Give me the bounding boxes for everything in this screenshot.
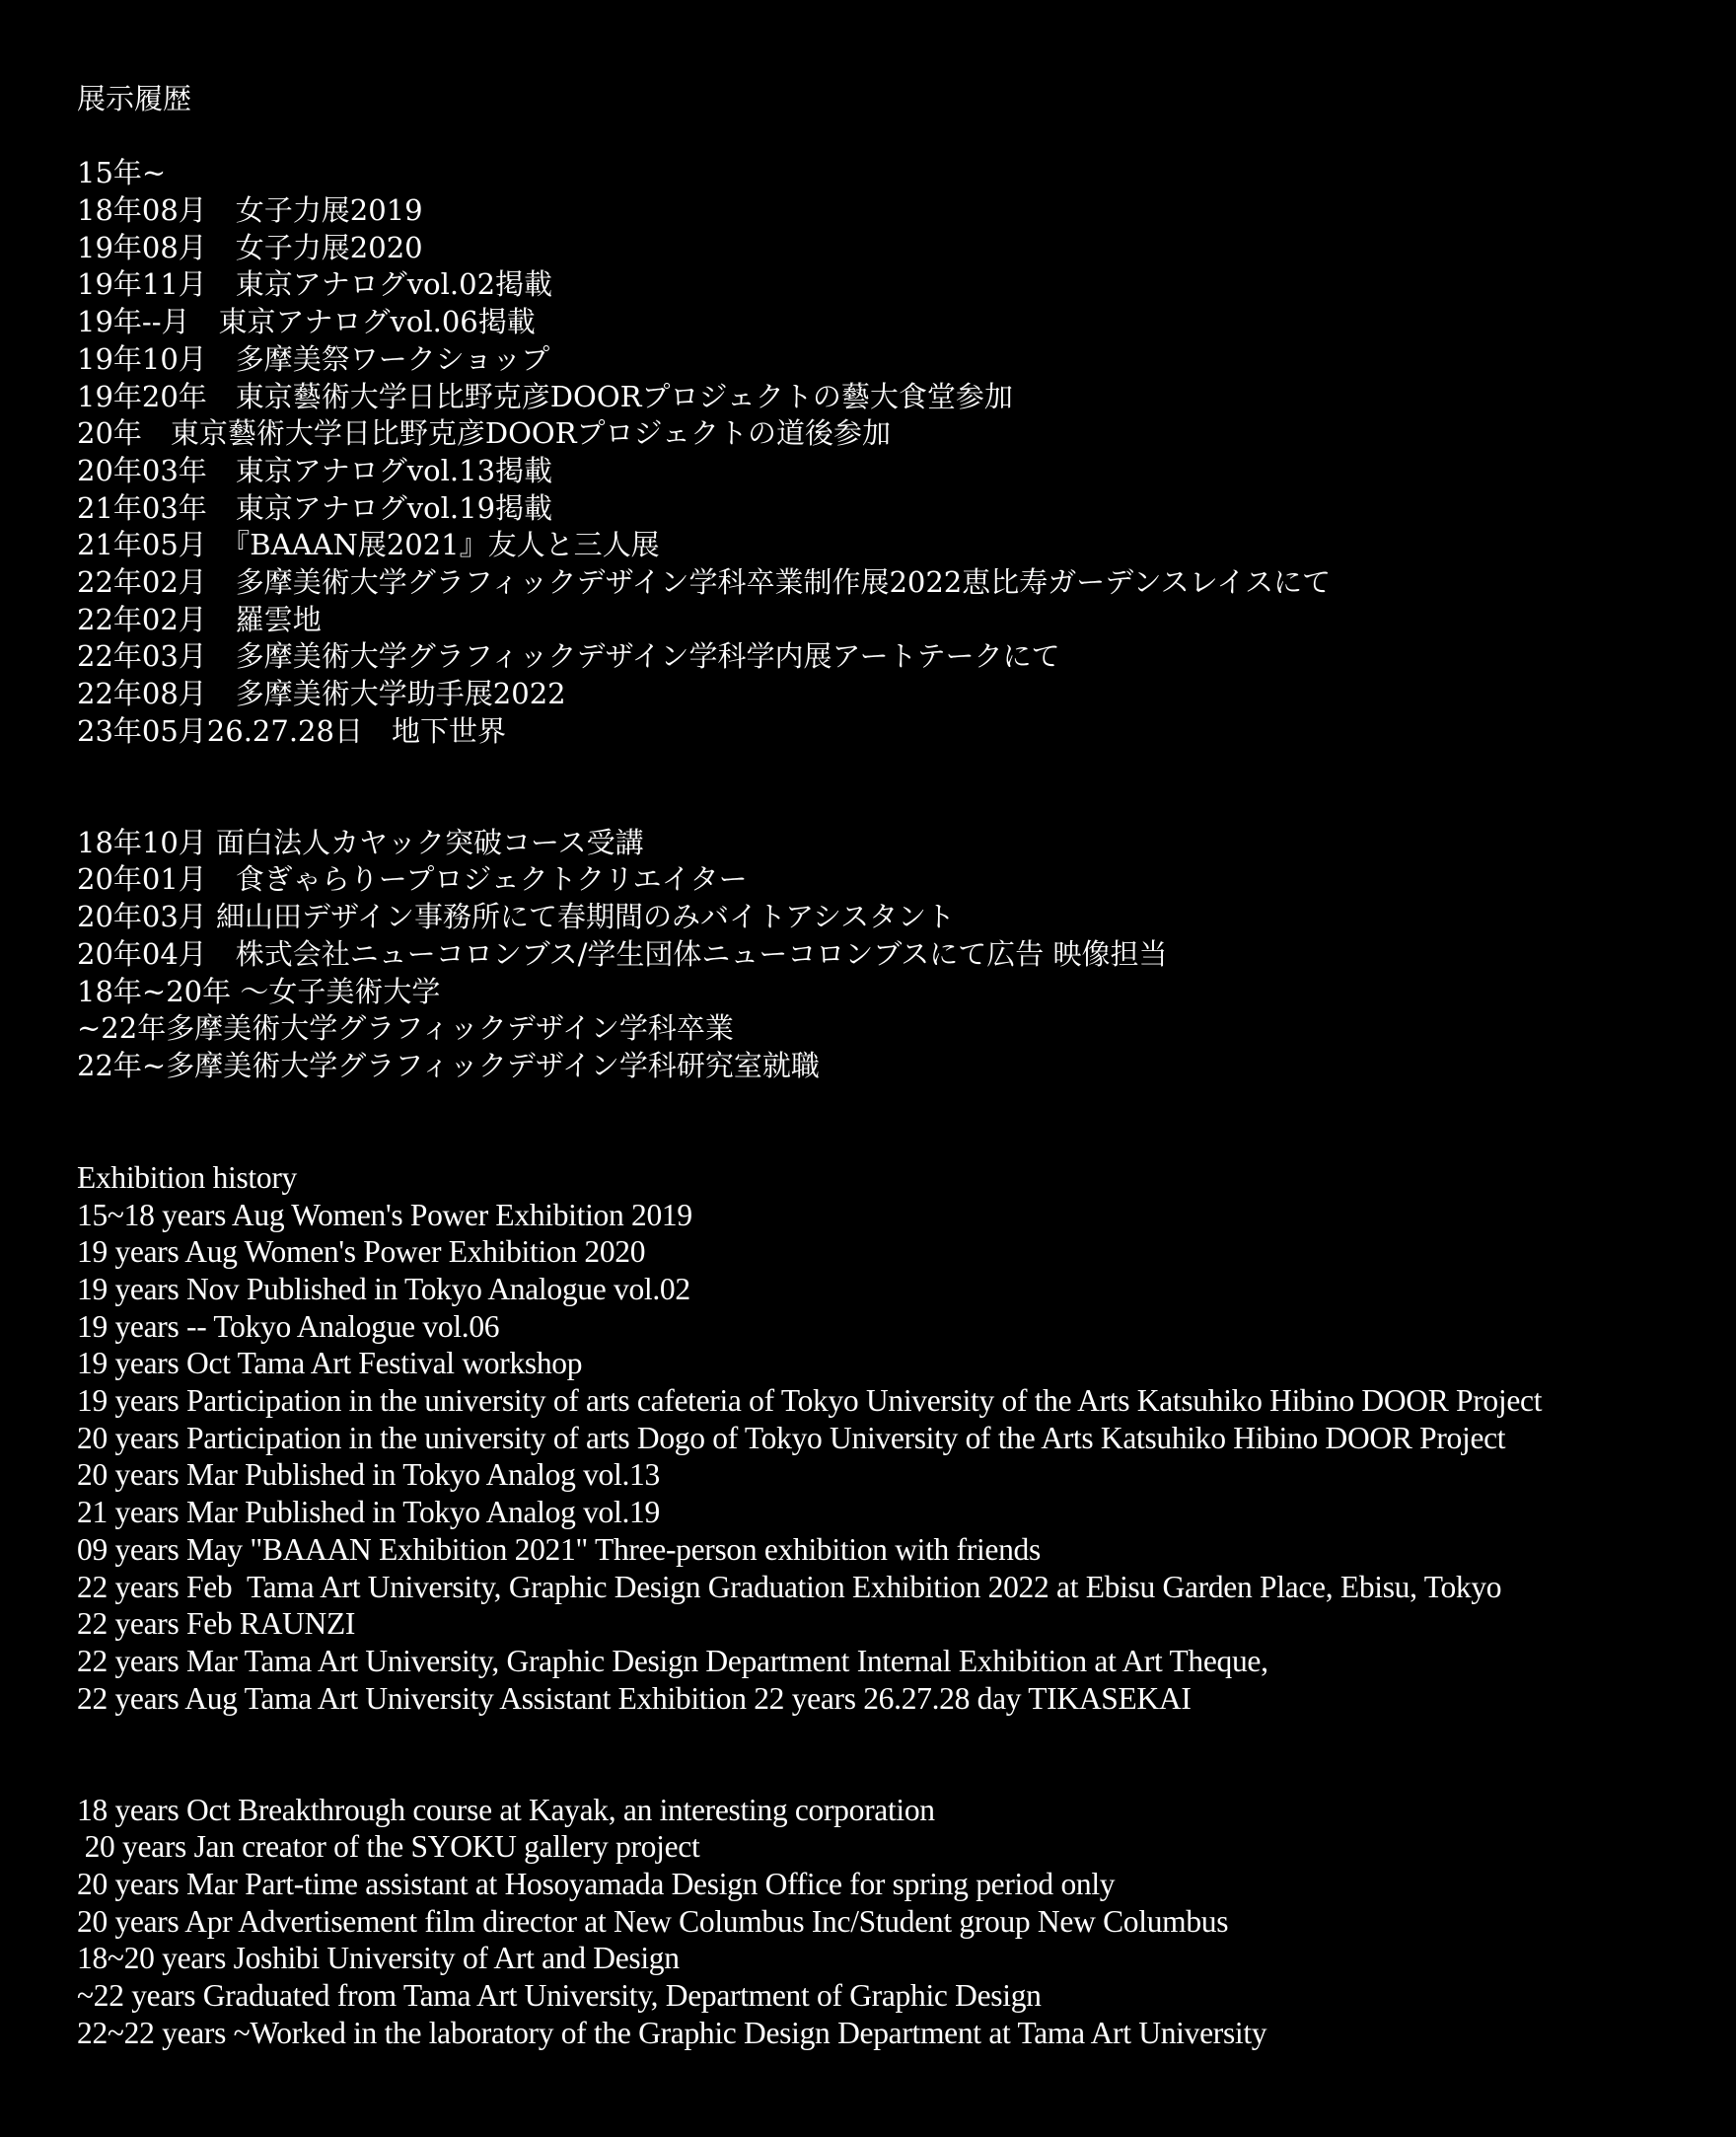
ja-history-item: 19年11月 東京アナログvol.02掲載 xyxy=(77,267,553,302)
en-career-item: 20 years Mar Part-time assistant at Hosoyamada Design Office for spring period only xyxy=(77,1867,1116,1902)
ja-history-heading: 展示履歴 xyxy=(77,82,192,115)
ja-history-item: 19年10月 多摩美祭ワークショップ xyxy=(77,341,550,376)
en-history-item: 19 years Oct Tama Art Festival workshop xyxy=(77,1346,583,1381)
resume-document xyxy=(77,81,1714,2051)
en-history-item: 19 years Participation in the university of arts cafeteria of Tokyo University of the Arts Katsuhiko Hibino DOOR Project xyxy=(77,1383,1543,1419)
ja-history-item: 20年 東京藝術大学日比野克彦DOORプロジェクトの道後参加 xyxy=(77,416,891,451)
en-career-item: 20 years Apr Advertisement film director at New Columbus Inc/Student group New Columbus xyxy=(77,1903,1229,1939)
ja-history-item: 22年08月 多摩美術大学助手展2022 xyxy=(77,677,566,710)
ja-career-item: 20年01月 食ぎゃらりープロジェクトクリエイター xyxy=(77,862,748,897)
en-history-item: 19 years Nov Published in Tokyo Analogue vol.02 xyxy=(77,1272,690,1307)
en-career-item: 22~22 years ~Worked in the laboratory of the Graphic Design Department at Tama Art University xyxy=(77,2015,1267,2050)
en-history-item: 22 years Feb RAUNZI xyxy=(77,1606,356,1642)
ja-history-item: 19年20年 東京藝術大学日比野克彦DOORプロジェクトの藝大食堂参加 xyxy=(77,379,1013,413)
ja-history-item: 20年03年 東京アナログvol.13掲載 xyxy=(77,453,553,487)
spacer xyxy=(77,118,1714,156)
ja-history-item: 21年03年 東京アナログvol.19掲載 xyxy=(77,490,553,525)
en-career-item: 18~20 years Joshibi University of Art and Design xyxy=(77,1941,680,1976)
en-history-item: 15~18 years Aug Women's Power Exhibition 2019 xyxy=(77,1197,692,1232)
ja-history-item: 15年~ xyxy=(77,156,167,190)
ja-career-item: 18年10月 面白法人カヤック突破コース受講 xyxy=(77,825,644,859)
en-history-item: 19 years -- Tokyo Analogue vol.06 xyxy=(77,1308,500,1344)
spacer xyxy=(77,750,1714,824)
ja-history-item: 22年02月 羅雲地 xyxy=(77,602,322,636)
en-career-section xyxy=(77,1792,1714,2052)
ja-career-item: 18年~20年 〜女子美術大学 xyxy=(77,974,441,1008)
en-history-item: 09 years May "BAAAN Exhibition 2021" Three-person exhibition with friends xyxy=(77,1531,1041,1567)
en-exhibition-history-section xyxy=(77,1159,1714,1717)
ja-history-item: 22年03月 多摩美術大学グラフィックデザイン学科学内展アートテークにて xyxy=(77,639,1060,674)
ja-career-item: 20年03月 細山田デザイン事務所にて春期間のみバイトアシスタント xyxy=(77,900,956,934)
en-history-heading: Exhibition history xyxy=(77,1159,297,1195)
en-history-item: 19 years Aug Women's Power Exhibition 2020 xyxy=(77,1234,646,1270)
en-history-item: 20 years Participation in the university of arts Dogo of Tokyo University of the Arts Katsuhiko Hibino DOOR Project xyxy=(77,1420,1506,1455)
ja-history-item: 18年08月 女子力展2019 xyxy=(77,193,423,228)
en-career-item: ~22 years Graduated from Tama Art University, Department of Graphic Design xyxy=(77,1978,1042,2014)
ja-history-item: 22年02月 多摩美術大学グラフィックデザイン学科卒業制作展2022恵比寿ガーデンスレイスにて xyxy=(77,564,1332,599)
en-history-item: 22 years Mar Tama Art University, Graphic Design Department Internal Exhibition at Art Theque, xyxy=(77,1643,1268,1678)
en-career-item: 18 years Oct Breakthrough course at Kayak, an interesting corporation xyxy=(77,1792,935,1827)
ja-career-section xyxy=(77,825,1714,1085)
en-history-item: 22 years Feb Tama Art University, Graphic Design Graduation Exhibition 2022 at Ebisu Garden Place, Ebisu, Tokyo xyxy=(77,1569,1502,1604)
ja-history-item: 19年08月 女子力展2020 xyxy=(77,230,423,264)
ja-career-item: 22年~多摩美術大学グラフィックデザイン学科研究室就職 xyxy=(77,1048,820,1082)
en-history-item: 20 years Mar Published in Tokyo Analog vol.13 xyxy=(77,1457,660,1493)
spacer xyxy=(77,1717,1714,1791)
en-career-item: 20 years Jan creator of the SYOKU gallery project xyxy=(77,1829,700,1865)
ja-history-item: 23年05月26.27.28日 地下世界 xyxy=(77,713,506,748)
ja-career-item: 20年04月 株式会社ニューコロンブス/学生団体ニューコロンブスにて広告 映像担当 xyxy=(77,936,1168,971)
en-history-item: 22 years Aug Tama Art University Assistant Exhibition 22 years 26.27.28 day TIKASEKAI xyxy=(77,1680,1192,1716)
en-history-item: 21 years Mar Published in Tokyo Analog vol.19 xyxy=(77,1495,660,1530)
ja-history-item: 19年--月 東京アナログvol.06掲載 xyxy=(77,305,536,339)
ja-history-item: 21年05月 『BAAAN展2021』友人と三人展 xyxy=(77,528,660,562)
ja-career-item: ~22年多摩美術大学グラフィックデザイン学科卒業 xyxy=(77,1011,734,1046)
spacer xyxy=(77,1085,1714,1159)
ja-exhibition-history-section xyxy=(77,81,1714,750)
